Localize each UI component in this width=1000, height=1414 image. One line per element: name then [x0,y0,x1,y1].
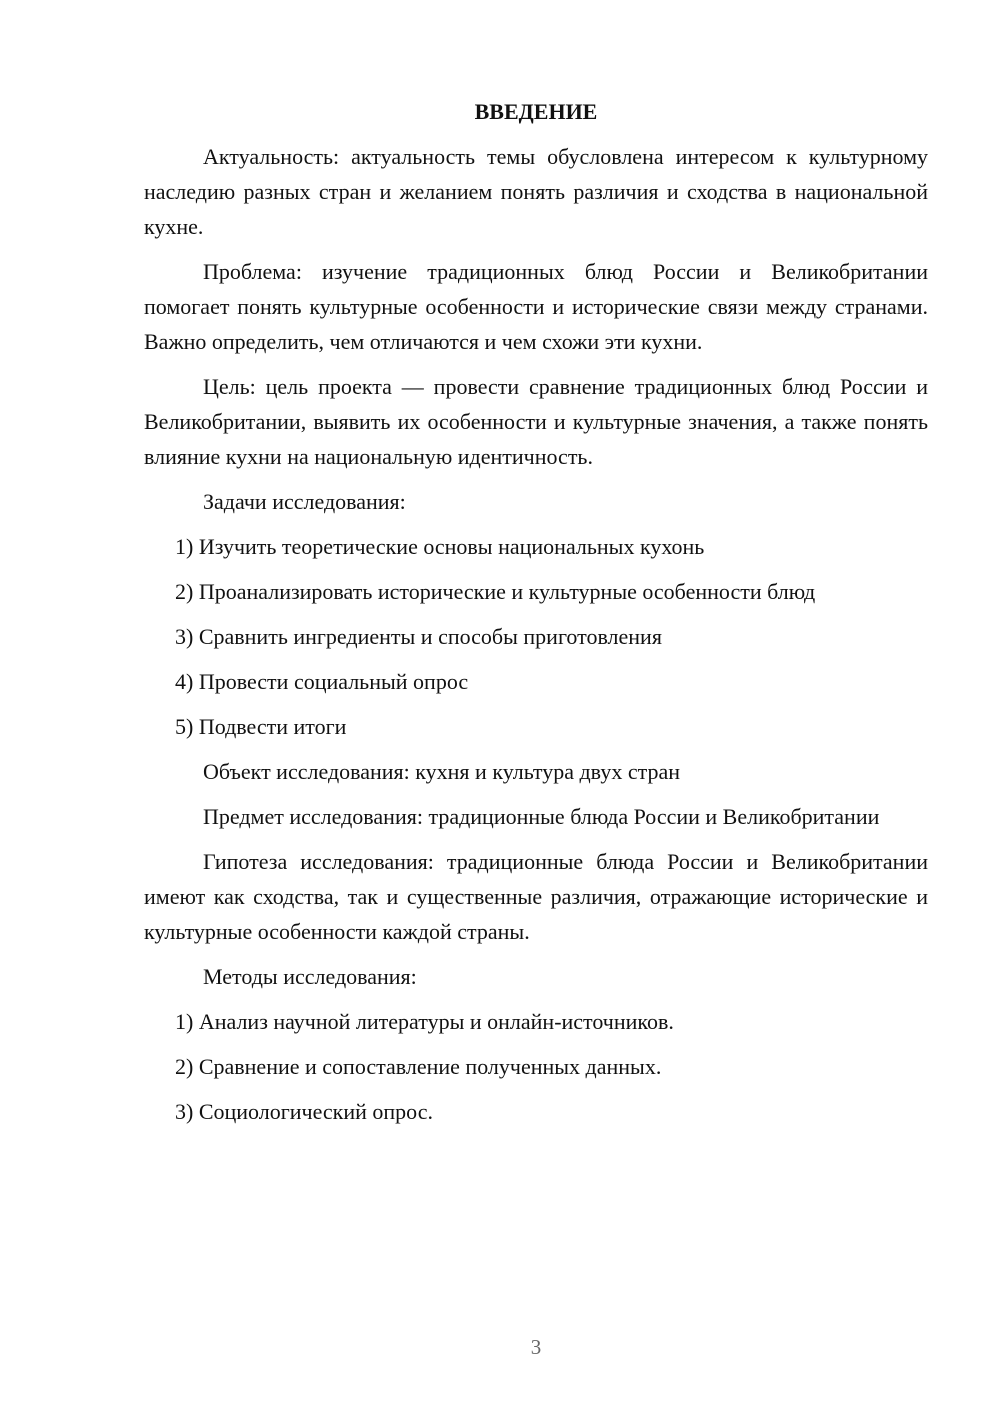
task-item: 2) Проанализировать исторические и культурные особенности блюд [175,579,816,604]
hypothesis-paragraph: Гипотеза исследования: традиционные блюда России и Великобритании имеют как сходства, так и существенные различия, отражающие исторические и культурные особенности каждой страны. [144,849,928,944]
method-item: 3) Социологический опрос. [175,1099,433,1124]
document-body [144,94,928,1139]
subject-paragraph: Предмет исследования: традиционные блюда России и Великобритании [203,804,880,829]
page-number: 3 [530,1335,542,1359]
task-item: 3) Сравнить ингредиенты и способы приготовления [175,624,662,649]
relevance-paragraph: Актуальность: актуальность темы обусловлена интересом к культурному наследию разных стран и желанием понять различия и сходства в национальной кухне. [144,144,928,239]
method-item: 2) Сравнение и сопоставление полученных данных. [175,1054,662,1079]
tasks-list [144,529,928,744]
task-item: 1) Изучить теоретические основы национальных кухонь [175,534,705,559]
tasks-heading: Задачи исследования: [203,489,406,514]
methods-heading: Методы исследования: [203,964,417,989]
object-paragraph: Объект исследования: кухня и культура двух стран [203,759,681,784]
goal-paragraph: Цель: цель проекта — провести сравнение традиционных блюд России и Великобритании, выявить их особенности и культурные значения, а также понять влияние кухни на национальную идентичность. [144,374,928,469]
problem-paragraph: Проблема: изучение традиционных блюд России и Великобритании помогает понять культурные особенности и исторические связи между странами. Важно определить, чем отличаются и чем схожи эти кухни. [144,259,928,354]
task-item: 5) Подвести итоги [175,714,347,739]
task-item: 4) Провести социальный опрос [175,669,469,694]
method-item: 1) Анализ научной литературы и онлайн-источников. [175,1009,674,1034]
page-title: ВВЕДЕНИЕ [474,99,598,124]
methods-list [144,1004,928,1129]
